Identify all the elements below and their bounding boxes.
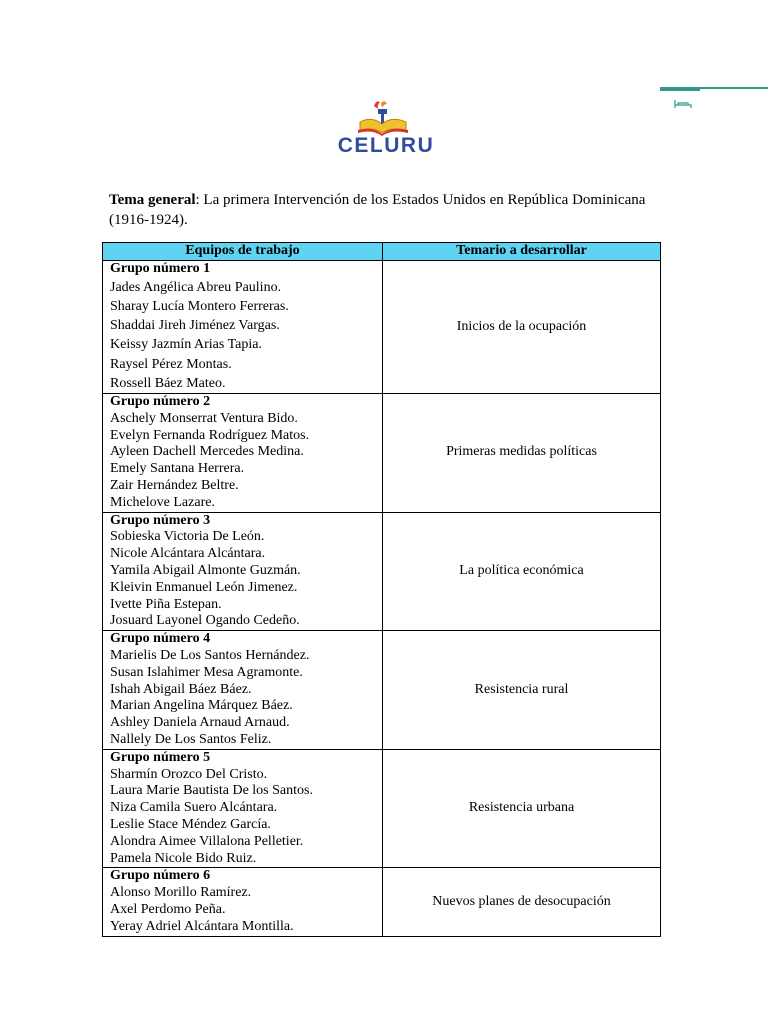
member-name: Rossell Báez Mateo.	[110, 375, 226, 391]
topic-cell: Inicios de la ocupación	[383, 261, 661, 394]
member-name: Yamila Abigail Almonte Guzmán.	[110, 562, 301, 578]
group-title: Grupo número 4	[110, 631, 211, 647]
bed-icon	[674, 98, 692, 110]
table-row	[103, 512, 661, 631]
topic-text: : La primera Intervención de los Estados Unidos en República Dominicana (1916-1924).	[109, 192, 646, 228]
table-header-row	[103, 243, 661, 261]
work-teams-table	[102, 242, 661, 937]
table-row	[103, 868, 661, 936]
member-name: Sharay Lucía Montero Ferreras.	[110, 299, 289, 314]
member-name: Emely Santana Herrera.	[110, 461, 245, 477]
table-row	[103, 261, 661, 394]
member-name: Aschely Monserrat Ventura Bido.	[110, 410, 298, 426]
group-title: Grupo número 3	[110, 512, 211, 528]
member-name: Marielis De Los Santos Hernández.	[110, 647, 310, 663]
member-name: Laura Marie Bautista De los Santos.	[110, 783, 313, 799]
group-title: Grupo número 1	[110, 261, 211, 276]
header-teams: Equipos de trabajo	[103, 243, 383, 261]
member-name: Ishah Abigail Báez Báez.	[110, 681, 252, 697]
member-name: Leslie Stace Méndez García.	[110, 816, 271, 832]
member-name: Niza Camila Suero Alcántara.	[110, 800, 278, 816]
group-members-cell	[103, 868, 383, 936]
member-name: Evelyn Fernanda Rodríguez Matos.	[110, 427, 310, 443]
table-row	[103, 631, 661, 750]
group-title: Grupo número 5	[110, 749, 211, 765]
logo-text: CELURU	[337, 134, 435, 157]
header-topics: Temario a desarrollar	[383, 243, 661, 261]
member-name: Alonso Morillo Ramírez.	[110, 885, 252, 901]
member-name: Raysel Pérez Montas.	[110, 356, 232, 372]
member-name: Josuard Layonel Ogando Cedeño.	[110, 613, 300, 629]
topic-cell: Primeras medidas políticas	[383, 394, 661, 513]
member-name: Jades Angélica Abreu Paulino.	[110, 279, 282, 295]
group-title: Grupo número 2	[110, 394, 211, 410]
table-row	[103, 749, 661, 868]
group-members-cell	[103, 512, 383, 631]
group-members-cell	[103, 394, 383, 513]
topic-cell: Resistencia rural	[383, 631, 661, 750]
member-name: Shaddai Jireh Jiménez Vargas.	[110, 318, 280, 334]
member-name: Nicole Alcántara Alcántara.	[110, 546, 266, 562]
group-members-cell	[103, 749, 383, 868]
topic-cell: Resistencia urbana	[383, 749, 661, 868]
topic-cell: La política económica	[383, 512, 661, 631]
member-name: Sobieska Victoria De León.	[110, 529, 265, 545]
member-name: Ashley Daniela Arnaud Arnaud.	[110, 715, 290, 731]
member-name: Sharmín Orozco Del Cristo.	[110, 766, 268, 782]
member-name: Marian Angelina Márquez Báez.	[110, 698, 293, 714]
general-topic	[109, 190, 669, 230]
celuru-logo	[330, 100, 442, 160]
topic-label: Tema general	[109, 192, 196, 208]
member-name: Nallely De Los Santos Feliz.	[110, 731, 272, 747]
corner-decoration-line	[660, 87, 768, 89]
member-name: Ayleen Dachell Mercedes Medina.	[110, 444, 304, 460]
member-name: Axel Perdomo Peña.	[110, 901, 226, 917]
member-name: Keissy Jazmín Arias Tapia.	[110, 337, 262, 353]
member-name: Pamela Nicole Bido Ruiz.	[110, 850, 257, 866]
topic-cell: Nuevos planes de desocupación	[383, 868, 661, 936]
member-name: Michelove Lazare.	[110, 494, 215, 510]
member-name: Yeray Adriel Alcántara Montilla.	[110, 918, 294, 934]
table-row	[103, 394, 661, 513]
member-name: Ivette Piña Estepan.	[110, 596, 222, 612]
group-members-cell	[103, 261, 383, 394]
member-name: Susan Islahimer Mesa Agramonte.	[110, 664, 303, 680]
group-title: Grupo número 6	[110, 868, 211, 884]
member-name: Zair Hernández Beltre.	[110, 478, 239, 493]
group-members-cell	[103, 631, 383, 750]
book-torch-icon	[330, 100, 442, 136]
member-name: Alondra Aimee Villalona Pelletier.	[110, 833, 304, 849]
member-name: Kleivin Enmanuel León Jimenez.	[110, 579, 298, 595]
